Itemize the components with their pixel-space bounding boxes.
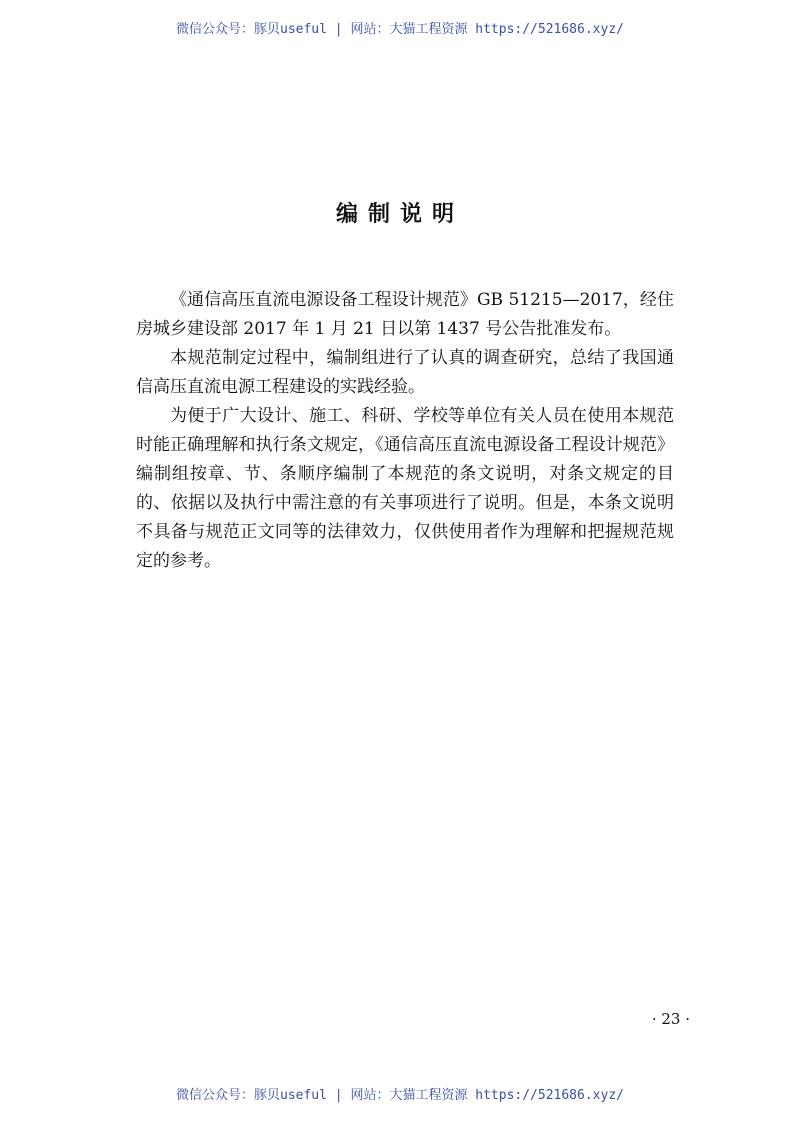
paragraph-2: 本规范制定过程中，编制组进行了认真的调查研究，总结了我国通信高压直流电源工程建设的实践经验。	[136, 348, 674, 397]
watermark-top: 微信公众号：豚贝useful | 网站：大猫工程资源 https://521686.xyz/	[176, 22, 624, 37]
page-number: · 23 ·	[651, 1010, 690, 1028]
watermark-bottom: 微信公众号：豚贝useful | 网站：大猫工程资源 https://521686.xyz/	[176, 1088, 624, 1103]
paragraph-1: 《通信高压直流电源设备工程设计规范》GB 51215—2017，经住房城乡建设部 2017 年 1 月 21 日以第 1437 号公告批准发布。	[136, 290, 674, 339]
page-title: 编制说明	[335, 202, 464, 227]
document-body	[136, 286, 674, 576]
paragraph-3: 为便于广大设计、施工、科研、学校等单位有关人员在使用本规范时能正确理解和执行条文规定，《通信高压直流电源设备工程设计规范》编制组按章、节、条顺序编制了本规范的条文说明，对条文规定的目的、依据以及执行中需注意的有关事项进行了说明。但是，本条文说明不具备与规范正文同等的法律效力，仅供使用者作为理解和把握规范规定的参考。	[136, 406, 674, 571]
